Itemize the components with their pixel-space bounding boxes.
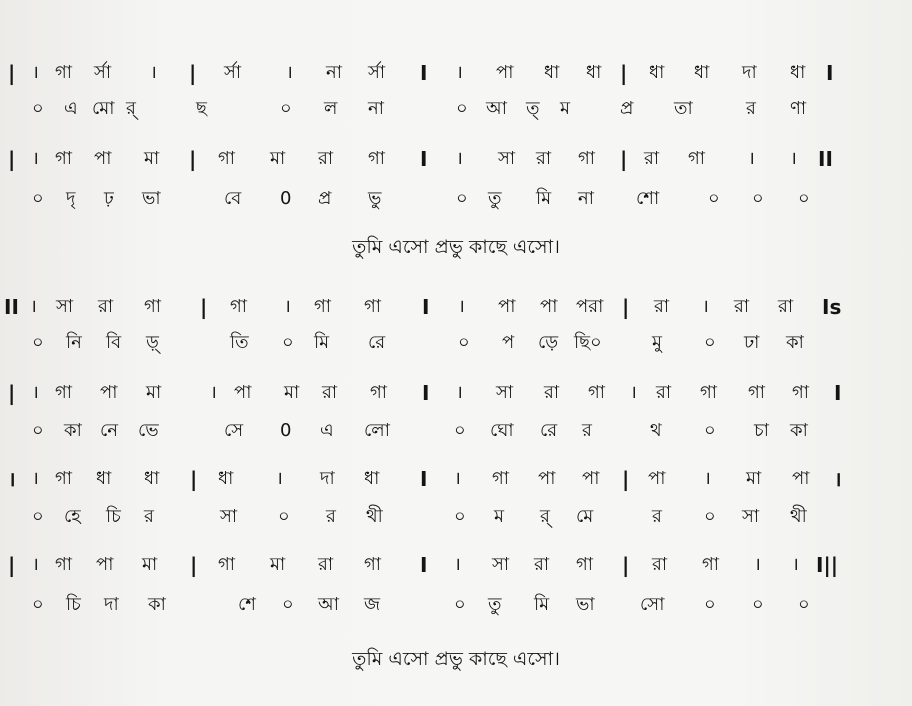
lyric-syllable: মু <box>652 332 662 353</box>
notation-cell: রা <box>536 148 552 169</box>
notation-cell: গা <box>230 296 248 317</box>
lyric-syllable: রে <box>540 420 558 441</box>
notation-barline: | <box>622 295 630 319</box>
lyric-syllable: ০ <box>32 420 44 441</box>
notation-cell: । <box>32 62 39 83</box>
notation-line <box>4 292 898 322</box>
lyric-syllable: ড়্ <box>146 332 159 353</box>
lyric-syllable: ল <box>324 98 338 119</box>
notation-cell: পা <box>94 148 112 169</box>
lyric-syllable: ০ <box>798 188 810 209</box>
lyric-syllable: র <box>326 506 336 527</box>
notation-cell: ধা <box>144 468 160 489</box>
notation-cell: গা <box>218 148 236 169</box>
lyric-syllable: ০ <box>32 98 44 119</box>
notation-cell: । <box>456 62 463 83</box>
lyric-syllable: মো <box>92 98 115 119</box>
lyric-syllable: ভা <box>576 594 595 615</box>
notation-cell: মা <box>746 468 762 489</box>
notation-cell: সা <box>496 382 514 403</box>
lyric-syllable: ০ <box>704 506 716 527</box>
lyric-syllable: ০ <box>456 98 468 119</box>
lyric-syllable: দা <box>104 594 119 615</box>
lyric-syllable: শে <box>238 594 256 615</box>
notation-cell: গা <box>700 382 718 403</box>
notation-barline: II <box>4 295 19 319</box>
lyric-syllable: নি <box>66 332 82 353</box>
notation-cell: ধা <box>96 468 112 489</box>
notation-cell: । <box>704 468 711 489</box>
lyric-syllable: কা <box>790 420 808 441</box>
lyric-syllable: র্ <box>540 506 550 527</box>
notation-cell: পা <box>648 468 666 489</box>
lyric-syllable: এ <box>64 98 78 119</box>
lyric-line <box>8 94 898 124</box>
notation-cell: মা <box>284 382 300 403</box>
notation-barline: | <box>190 553 198 577</box>
lyric-syllable: না <box>368 98 384 119</box>
notation-cell: রা <box>644 148 660 169</box>
notation-barline: | <box>622 553 630 577</box>
lyric-syllable: মি <box>314 332 330 353</box>
lyric-syllable: সা <box>220 506 238 527</box>
notation-barline: | <box>8 61 16 85</box>
notation-cell: । <box>284 296 291 317</box>
lyric-syllable: ০ <box>752 188 764 209</box>
lyric-syllable: ০ <box>454 420 466 441</box>
notation-cell: রা <box>652 554 668 575</box>
notation-cell: । <box>630 382 637 403</box>
notation-cell: গা <box>492 468 510 489</box>
notation-cell: গা <box>55 554 73 575</box>
lyric-syllable: ০ <box>456 188 468 209</box>
lyric-syllable: কা <box>148 594 166 615</box>
notation-cell: ধা <box>218 468 234 489</box>
notation-line <box>8 464 898 494</box>
lyric-syllable: ০ <box>280 98 292 119</box>
notation-cell: মা <box>146 382 162 403</box>
notation-cell: । <box>32 554 39 575</box>
notation-cell: সা <box>492 554 510 575</box>
notation-cell: রা <box>98 296 114 317</box>
notation-cell: রা <box>544 382 560 403</box>
notation-cell: । <box>456 382 463 403</box>
lyric-syllable: ০ <box>704 594 716 615</box>
notation-cell: গা <box>55 148 73 169</box>
lyric-syllable: ০ <box>32 332 44 353</box>
notation-cell: । <box>790 148 797 169</box>
notation-cell: পা <box>582 468 600 489</box>
lyric-syllable: তা <box>674 98 693 119</box>
lyric-line <box>8 416 898 446</box>
notation-line <box>8 550 898 580</box>
lyric-syllable: ম <box>494 506 504 527</box>
lyric-syllable: 0 <box>280 420 292 441</box>
notation-cell: রা <box>654 296 670 317</box>
notation-cell: রা <box>734 296 750 317</box>
notation-cell: দা <box>320 468 335 489</box>
notation-cell: পা <box>496 62 514 83</box>
notation-cell: রা <box>322 382 338 403</box>
notation-barline: I <box>420 61 428 85</box>
notation-cell: রা <box>318 148 334 169</box>
lyric-syllable: ০ <box>278 506 290 527</box>
lyric-syllable: ছ <box>196 98 207 119</box>
lyric-syllable: ০ <box>282 332 294 353</box>
notation-cell: মা <box>142 554 158 575</box>
lyric-syllable: ছি০ <box>574 332 602 353</box>
notation-cell: । <box>276 468 283 489</box>
lyric-syllable: হে <box>64 506 81 527</box>
notation-cell: । <box>286 62 293 83</box>
notation-barline: । <box>8 467 16 491</box>
notation-barline: I <box>826 61 834 85</box>
notation-cell: । <box>458 296 465 317</box>
notation-cell: পা <box>96 554 114 575</box>
notation-cell: না <box>326 62 342 83</box>
notation-cell: মা <box>270 148 286 169</box>
notation-cell: র্সা <box>94 62 112 83</box>
notation-line <box>8 144 898 174</box>
lyric-syllable: প <box>502 332 515 353</box>
notation-barline: I|| <box>816 553 839 577</box>
lyric-line <box>8 184 898 214</box>
notation-barline: | <box>190 467 198 491</box>
lyric-syllable: চা <box>754 420 769 441</box>
lyric-syllable: ম <box>560 98 570 119</box>
notation-cell: গা <box>576 554 594 575</box>
lyric-syllable: ভু <box>368 188 382 209</box>
notation-cell: রা <box>656 382 672 403</box>
lyric-syllable: ০ <box>282 594 294 615</box>
lyric-syllable: ০ <box>704 420 716 441</box>
lyric-syllable: র <box>652 506 662 527</box>
notation-barline: | <box>8 381 16 405</box>
notation-barline: | <box>200 295 208 319</box>
lyric-syllable: কা <box>64 420 82 441</box>
notation-cell: ধা <box>694 62 710 83</box>
lyric-syllable: ঢ় <box>104 188 114 209</box>
notation-cell: পা <box>498 296 516 317</box>
lyric-syllable: মি <box>536 188 552 209</box>
lyric-line <box>8 502 898 532</box>
lyric-syllable: ণা <box>790 98 807 119</box>
lyric-syllable: ০ <box>704 332 716 353</box>
lyric-syllable: চি <box>66 594 81 615</box>
notation-cell: সা <box>56 296 74 317</box>
lyric-syllable: তু <box>488 188 502 209</box>
notation-barline: I <box>420 553 428 577</box>
notation-cell: রা <box>778 296 794 317</box>
notation-cell: । <box>454 468 461 489</box>
notation-cell: গা <box>578 148 596 169</box>
notation-barline: | <box>189 61 197 85</box>
notation-cell: গা <box>748 382 766 403</box>
lyric-syllable: আ <box>318 594 339 615</box>
notation-cell: মা <box>144 148 160 169</box>
lyric-syllable: ০ <box>32 506 44 527</box>
notation-cell: । <box>702 296 709 317</box>
lyric-syllable: সো <box>640 594 665 615</box>
lyric-syllable: লো <box>364 420 390 441</box>
notation-cell: । <box>456 148 463 169</box>
lyric-syllable: চি <box>106 506 121 527</box>
notation-line <box>8 58 898 88</box>
notation-line <box>8 378 898 408</box>
notation-cell: । <box>792 554 799 575</box>
lyric-syllable: তি <box>230 332 249 353</box>
lyric-syllable: তু <box>488 594 502 615</box>
notation-barline: I <box>420 467 428 491</box>
lyric-syllable: ড়ে <box>538 332 559 353</box>
notation-barline: | <box>620 61 628 85</box>
lyric-syllable: না <box>578 188 594 209</box>
lyric-syllable: কা <box>786 332 804 353</box>
lyric-syllable: থী <box>790 506 807 527</box>
notation-cell: ধা <box>586 62 602 83</box>
notation-cell: । <box>748 148 755 169</box>
notation-barline: | <box>8 553 16 577</box>
notation-cell: গা <box>364 296 382 317</box>
notation-barline: I <box>422 381 430 405</box>
notation-cell: ধা <box>649 62 665 83</box>
notation-cell: । <box>32 468 39 489</box>
lyric-syllable: রে <box>368 332 386 353</box>
notation-cell: । <box>754 554 761 575</box>
notation-cell: পা <box>540 296 558 317</box>
lyric-syllable: আ <box>486 98 507 119</box>
notation-cell: গা <box>370 382 388 403</box>
refrain-line: তুমি এসো প্রভু কাছে এসো। <box>352 236 560 258</box>
lyric-syllable: ০ <box>798 594 810 615</box>
notation-cell: গা <box>364 554 382 575</box>
notation-cell: রা <box>534 554 550 575</box>
notation-cell: । <box>32 382 39 403</box>
notation-cell: দা <box>742 62 757 83</box>
lyric-syllable: ০ <box>454 506 466 527</box>
lyric-syllable: মে <box>576 506 594 527</box>
lyric-syllable: প্র <box>318 188 332 209</box>
notation-barline: II <box>818 147 833 171</box>
notation-cell: । <box>32 148 39 169</box>
notation-cell: গা <box>55 382 73 403</box>
notation-barline: | <box>189 147 197 171</box>
lyric-syllable: ভা <box>142 188 161 209</box>
notation-cell: ধা <box>544 62 560 83</box>
notation-barline: I <box>420 147 428 171</box>
lyric-syllable: নে <box>100 420 119 441</box>
lyric-line <box>8 590 898 620</box>
notation-cell: গা <box>218 554 236 575</box>
notation-cell: গা <box>314 296 332 317</box>
notation-cell: সা <box>498 148 516 169</box>
notation-cell: র্সা <box>368 62 386 83</box>
notation-cell: গা <box>588 382 606 403</box>
lyric-syllable: ০ <box>32 188 44 209</box>
lyric-syllable: ঘো <box>490 420 514 441</box>
notation-barline: I <box>834 381 842 405</box>
lyric-syllable: প্র <box>620 98 634 119</box>
lyric-syllable: র্ <box>126 98 136 119</box>
lyric-syllable: থ <box>650 420 662 441</box>
notation-cell: গা <box>55 62 73 83</box>
lyric-syllable: এ <box>320 420 334 441</box>
lyric-syllable: ০ <box>458 332 470 353</box>
notation-cell: পা <box>100 382 118 403</box>
notation-cell: র্সা <box>224 62 242 83</box>
notation-cell: রা <box>318 554 334 575</box>
lyric-syllable: ০ <box>32 594 44 615</box>
notation-barline: | <box>8 147 16 171</box>
notation-barline: | <box>622 467 630 491</box>
lyric-syllable: সে <box>224 420 244 441</box>
notation-barline: | <box>620 147 628 171</box>
lyric-syllable: র <box>582 420 592 441</box>
refrain-line: তুমি এসো প্রভু কাছে এসো। <box>352 648 560 670</box>
notation-cell: ধা <box>790 62 806 83</box>
lyric-syllable: বি <box>106 332 122 353</box>
notation-cell: পা <box>538 468 556 489</box>
lyric-syllable: 0 <box>280 188 292 209</box>
notation-cell: গা <box>688 148 706 169</box>
notation-cell: পা <box>792 468 810 489</box>
lyric-syllable: জ <box>364 594 381 615</box>
notation-cell: পরা <box>576 296 604 317</box>
notation-cell: । <box>210 382 217 403</box>
notation-barline: I <box>422 295 430 319</box>
lyric-syllable: র <box>746 98 756 119</box>
notation-cell: গা <box>368 148 386 169</box>
notation-cell: গা <box>144 296 162 317</box>
notation-barline: । <box>834 467 842 491</box>
lyric-syllable: ০ <box>454 594 466 615</box>
lyric-syllable: সা <box>742 506 760 527</box>
lyric-syllable: শো <box>636 188 660 209</box>
notation-cell: গা <box>55 468 73 489</box>
notation-cell: গা <box>702 554 720 575</box>
lyric-syllable: বে <box>224 188 242 209</box>
notation-cell: । <box>150 62 157 83</box>
notation-barline: Is <box>822 295 842 319</box>
lyric-syllable: ভে <box>138 420 159 441</box>
notation-cell: । <box>30 296 37 317</box>
notation-cell: । <box>454 554 461 575</box>
lyric-syllable: থী <box>366 506 383 527</box>
lyric-syllable: দৃ <box>66 188 76 209</box>
lyric-syllable: ঢা <box>744 332 760 353</box>
lyric-syllable: ত্ <box>526 98 540 119</box>
notation-cell: পা <box>234 382 252 403</box>
lyric-syllable: ০ <box>708 188 720 209</box>
notation-cell: মা <box>270 554 286 575</box>
lyric-syllable: ০ <box>752 594 764 615</box>
lyric-line <box>8 328 898 358</box>
lyric-syllable: র <box>144 506 154 527</box>
lyric-syllable: মি <box>534 594 550 615</box>
notation-cell: গা <box>792 382 810 403</box>
notation-cell: ধা <box>364 468 380 489</box>
